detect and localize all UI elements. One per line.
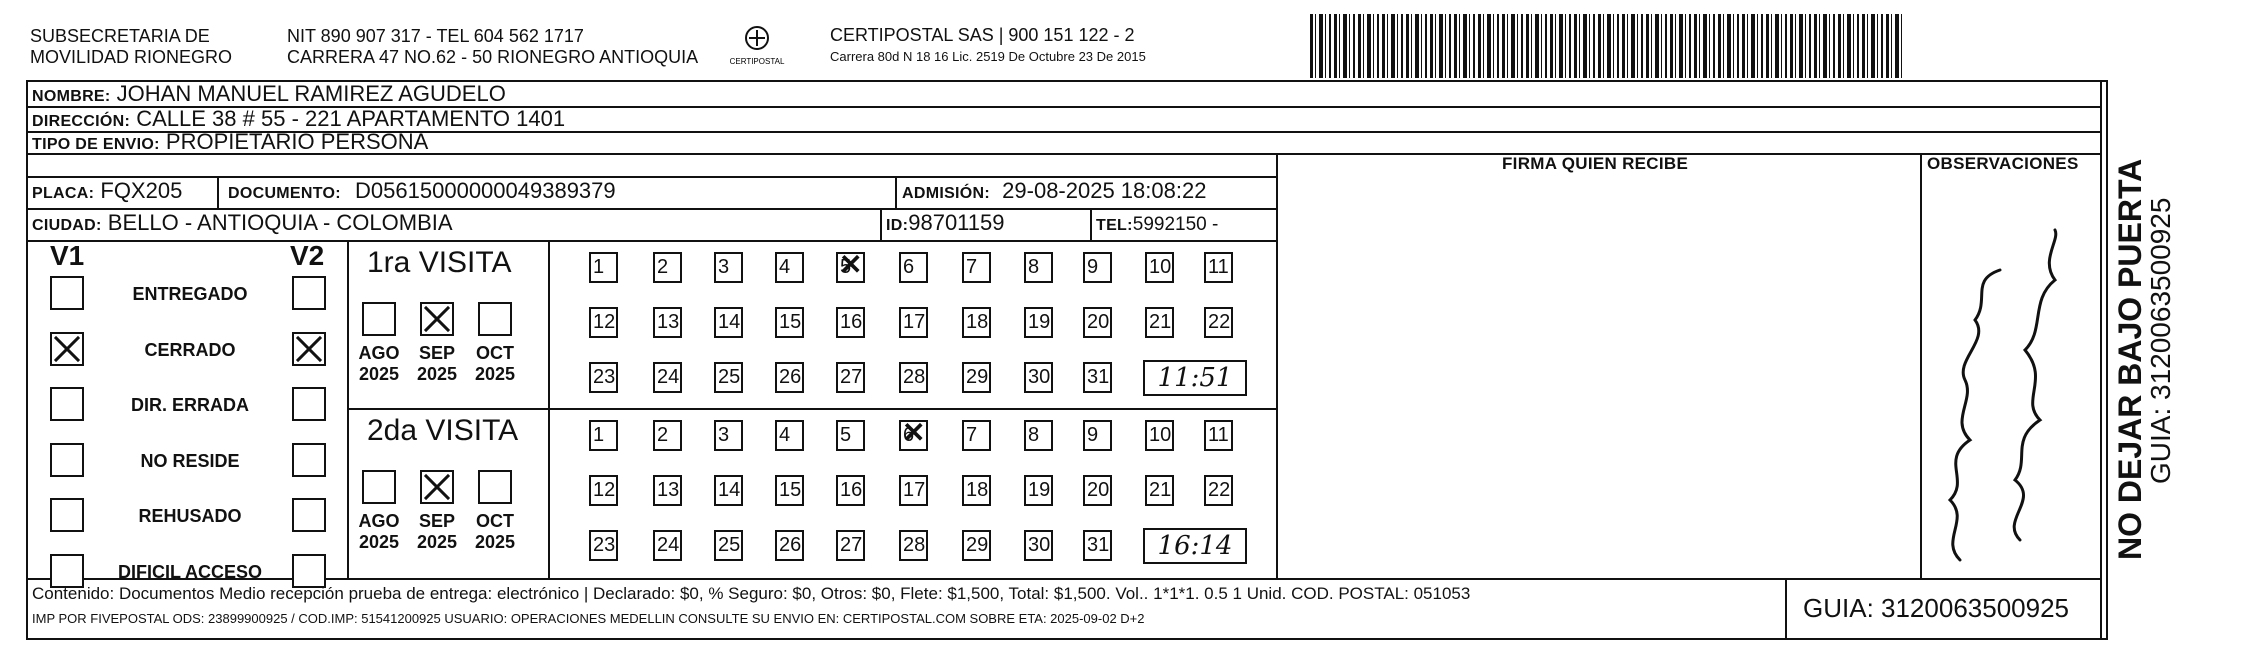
day-box[interactable]: 29 [962, 530, 991, 561]
company-line: CERTIPOSTAL SAS | 900 151 122 - 2 [830, 25, 1135, 45]
day-box[interactable]: 5 ✕ [836, 252, 865, 283]
month-label [471, 343, 519, 385]
placa-label: PLACA: [32, 185, 95, 202]
admision-label: ADMISIÓN: [902, 185, 991, 202]
day-box[interactable]: 21 [1145, 307, 1174, 338]
day-box[interactable]: 16 [836, 475, 865, 506]
day-box[interactable]: 18 [962, 307, 991, 338]
reason-label: REHUSADO [138, 506, 242, 526]
side-warning: NO DEJAR BAJO PUERTA [2112, 158, 2148, 560]
sender-contact [287, 26, 698, 68]
documento-label: DOCUMENTO: [228, 185, 341, 202]
day-box[interactable]: 30 [1024, 362, 1053, 393]
day-box[interactable]: 14 [714, 475, 743, 506]
admision-row [902, 178, 1206, 207]
tipo-value: PROPIETARIO PERSONA [165, 129, 429, 154]
col-line [895, 176, 897, 208]
day-box[interactable]: 11 [1204, 252, 1233, 283]
reason-label: ENTREGADO [132, 284, 248, 304]
logo-text: CERTIPOSTAL [729, 57, 785, 66]
day-box[interactable]: 12 [589, 475, 618, 506]
row-line [26, 578, 2102, 580]
month-label [471, 511, 519, 553]
month-year: 2025 [474, 532, 516, 552]
day-box[interactable]: 1 [589, 252, 618, 283]
day-box[interactable]: 15 [775, 475, 804, 506]
month-checkbox[interactable] [420, 302, 454, 336]
v1-label: V1 [50, 240, 85, 271]
day-box[interactable]: 17 [899, 475, 928, 506]
v1-checkbox[interactable] [50, 332, 84, 366]
month-checkbox[interactable] [478, 302, 512, 336]
visit-time: 11:51 [1143, 360, 1247, 396]
nit-line: NIT 890 907 317 - TEL 604 562 1717 [287, 26, 584, 46]
day-box[interactable]: 30 [1024, 530, 1053, 561]
v1-checkbox[interactable] [50, 443, 84, 477]
day-box[interactable]: 8 [1024, 252, 1053, 283]
day-box[interactable]: 26 [775, 362, 804, 393]
day-box[interactable]: 4 [775, 420, 804, 451]
ciudad-label: CIUDAD: [32, 217, 102, 234]
reason-label: DIFICIL ACCESO [117, 561, 262, 582]
side-guia: GUIA: 3120063500925 [2145, 197, 2176, 484]
side-divider [2100, 80, 2102, 640]
month-name: SEP [418, 511, 456, 531]
placa-value: FQX205 [100, 178, 183, 203]
tel-row [1096, 212, 1218, 239]
day-box[interactable]: 27 [836, 362, 865, 393]
day-box[interactable]: 7 [962, 252, 991, 283]
day-box[interactable]: 24 [653, 530, 682, 561]
v2-label: V2 [290, 240, 325, 271]
direccion-label: DIRECCIÓN: [32, 113, 131, 130]
v1-checkbox[interactable] [50, 498, 84, 532]
id-value: 98701159 [908, 210, 1005, 235]
month-label [413, 511, 461, 553]
day-box[interactable]: 14 [714, 307, 743, 338]
direccion-value: CALLE 38 # 55 - 221 APARTAMENTO 1401 [136, 106, 566, 131]
sender-line-1: SUBSECRETARIA DE [30, 26, 210, 46]
tel-label: TEL: [1096, 217, 1133, 234]
day-box[interactable]: 6 ✕ [899, 420, 928, 451]
day-box[interactable]: 28 [899, 362, 928, 393]
day-box[interactable]: 25 [714, 362, 743, 393]
documento-value: D05615000000049389379 [355, 178, 616, 203]
day-box[interactable]: 8 [1024, 420, 1053, 451]
day-box[interactable]: 25 [714, 530, 743, 561]
day-box[interactable]: 23 [589, 362, 618, 393]
col-line [1785, 578, 1787, 640]
col-line [880, 208, 882, 240]
footer-imp-line: IMP POR FIVEPOSTAL ODS: 23899900925 / COD.IMP: 51541200925 USUARIO: OPERACIONES MEDELLIN CONSULTE SU ENVIO EN: CERTIPOSTAL.COM SOBRE ETA: 2025-09-02 D+2 [32, 611, 1145, 626]
barcode [1310, 14, 1905, 78]
month-label [355, 343, 403, 385]
id-label: ID: [886, 217, 909, 234]
ciudad-row [32, 210, 453, 239]
day-box[interactable]: 20 [1083, 307, 1112, 338]
day-box[interactable]: 31 [1083, 530, 1112, 561]
col-line [1920, 153, 1922, 578]
month-name: OCT [476, 511, 514, 531]
documento-row [228, 178, 616, 207]
visit-title: 2da VISITA [367, 414, 519, 447]
day-box[interactable]: 19 [1024, 475, 1053, 506]
col-line [347, 240, 349, 578]
col-line [548, 240, 550, 578]
day-box[interactable]: 7 [962, 420, 991, 451]
day-box[interactable]: 13 [653, 475, 682, 506]
day-box[interactable]: 27 [836, 530, 865, 561]
v1-checkbox[interactable] [50, 276, 84, 310]
day-box[interactable]: 21 [1145, 475, 1174, 506]
day-box[interactable]: 12 [589, 307, 618, 338]
row-line [347, 408, 1276, 410]
day-box[interactable]: 29 [962, 362, 991, 393]
day-box[interactable]: 4 [775, 252, 804, 283]
day-box[interactable]: 23 [589, 530, 618, 561]
month-checkbox[interactable] [362, 302, 396, 336]
month-year: 2025 [358, 364, 400, 384]
day-box[interactable]: 10 [1145, 252, 1174, 283]
day-box[interactable]: 17 [899, 307, 928, 338]
row-line [26, 240, 1276, 242]
day-box[interactable]: 3 [714, 252, 743, 283]
month-name: OCT [476, 343, 514, 363]
month-name: SEP [418, 343, 456, 363]
v1-checkbox[interactable] [50, 554, 84, 588]
month-label [413, 343, 461, 385]
month-checkbox[interactable] [362, 470, 396, 504]
day-box[interactable]: 16 [836, 307, 865, 338]
month-year: 2025 [416, 532, 458, 552]
reason-label: NO RESIDE [140, 450, 240, 471]
day-box[interactable]: 9 [1083, 420, 1112, 451]
day-box[interactable]: 5 [836, 420, 865, 451]
month-year: 2025 [416, 364, 458, 384]
v2-checkbox[interactable] [292, 443, 326, 477]
tipo-label: TIPO DE ENVIO: [32, 136, 160, 153]
month-name: AGO [358, 343, 400, 363]
day-box[interactable]: 2 [653, 252, 682, 283]
day-box[interactable]: 15 [775, 307, 804, 338]
footer-guia: GUIA: 3120063500925 [1803, 593, 2069, 623]
v2-checkbox[interactable] [292, 498, 326, 532]
license-line: Carrera 80d N 18 16 Lic. 2519 De Octubre 23 De 2015 [830, 49, 1146, 64]
form-frame [26, 80, 2108, 640]
reason-label: DIR. ERRADA [130, 395, 249, 415]
month-checkbox[interactable] [420, 470, 454, 504]
day-box[interactable]: 19 [1024, 307, 1053, 338]
v2-checkbox[interactable] [292, 554, 326, 588]
placa-row [32, 178, 182, 207]
month-year: 2025 [474, 364, 516, 384]
nombre-label: NOMBRE: [32, 88, 111, 105]
nombre-value: JOHAN MANUEL RAMIREZ AGUDELO [116, 81, 506, 106]
firma-header: FIRMA QUIEN RECIBE [1502, 154, 1689, 173]
reason-label: CERRADO [144, 339, 236, 360]
day-box[interactable]: 1 [589, 420, 618, 451]
id-row [886, 210, 1004, 239]
col-line [1276, 153, 1278, 578]
day-box[interactable]: 22 [1204, 475, 1233, 506]
day-box[interactable]: 11 [1204, 420, 1233, 451]
observaciones-header: OBSERVACIONES [1927, 154, 2079, 173]
tel-value: 5992150 - [1132, 214, 1219, 235]
day-box[interactable]: 22 [1204, 307, 1233, 338]
v2-checkbox[interactable] [292, 332, 326, 366]
day-box[interactable]: 26 [775, 530, 804, 561]
v1-checkbox[interactable] [50, 387, 84, 421]
day-box[interactable]: 13 [653, 307, 682, 338]
col-line [217, 176, 219, 208]
month-year: 2025 [358, 532, 400, 552]
ciudad-value: BELLO - ANTIOQUIA - COLOMBIA [107, 210, 453, 235]
visit-title: 1ra VISITA [367, 246, 512, 279]
company-block [830, 25, 1146, 65]
address-line: CARRERA 47 NO.62 - 50 RIONEGRO ANTIOQUIA [287, 47, 699, 67]
footer-content-line: Contenido: Documentos Medio recepción prueba de entrega: electrónico | Declarado: $0, % Seguro: $0, Otros: $0, Flete: $1,500, Total: $1,500. Vol.. 1*1*1. 0.5 1 Unid. COD. POSTAL: 051053 [32, 584, 1471, 603]
day-box[interactable]: 6 [899, 252, 928, 283]
day-box[interactable]: 28 [899, 530, 928, 561]
admision-value: 29-08-2025 18:08:22 [1002, 178, 1207, 203]
day-box[interactable]: 18 [962, 475, 991, 506]
certipostal-logo [727, 22, 787, 68]
sender-name [30, 26, 232, 68]
month-name: AGO [358, 511, 400, 531]
tipo-row [32, 129, 428, 158]
sender-line-2: MOVILIDAD RIONEGRO [30, 47, 233, 67]
handwritten-observation [1930, 220, 2090, 570]
day-box[interactable]: 20 [1083, 475, 1112, 506]
day-box[interactable]: 2 [653, 420, 682, 451]
day-box[interactable]: 10 [1145, 420, 1174, 451]
col-line [1090, 208, 1092, 240]
v2-checkbox[interactable] [292, 387, 326, 421]
day-box[interactable]: 3 [714, 420, 743, 451]
day-box[interactable]: 24 [653, 362, 682, 393]
day-box[interactable]: 31 [1083, 362, 1112, 393]
v2-checkbox[interactable] [292, 276, 326, 310]
visit-time: 16:14 [1143, 528, 1247, 564]
month-checkbox[interactable] [478, 470, 512, 504]
month-label [355, 511, 403, 553]
day-box[interactable]: 9 [1083, 252, 1112, 283]
